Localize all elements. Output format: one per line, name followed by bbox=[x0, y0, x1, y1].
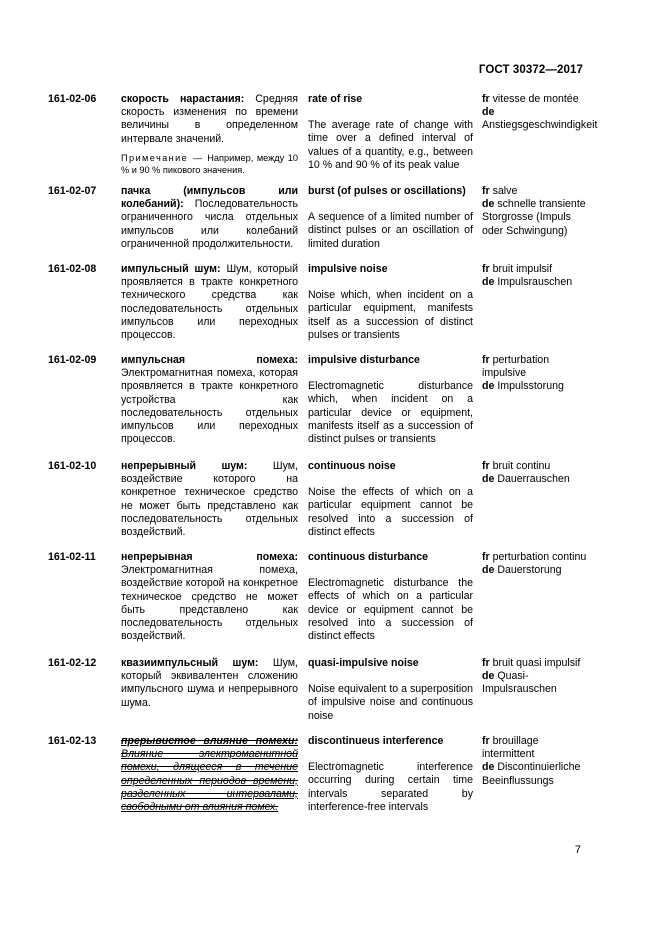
en-term: burst (of pulses or oscillations) bbox=[308, 185, 466, 197]
ru-text: Шум, который эквивалентен сложению импульсного шума и непрерывного шума. bbox=[121, 657, 298, 709]
de-term: Anstiegsgeschwindigkeit bbox=[482, 119, 598, 132]
ru-text: Электромагнитная помеха, которая проявляется в тракте конкретного устройства как последовательность отдельных импульсов или переходных процессов. bbox=[121, 367, 298, 446]
ru-term: непрерывный шум: bbox=[121, 460, 248, 472]
ru-term: квазиимпульсный шум: bbox=[121, 657, 259, 669]
term-number: 161-02-06 bbox=[48, 93, 97, 105]
ru-definition bbox=[121, 551, 298, 643]
de-term: Discontinuierliche Beeinflussungs bbox=[482, 761, 581, 787]
fr-term: bruit continu bbox=[492, 460, 551, 472]
de-label: de bbox=[482, 198, 495, 211]
ru-term: прерывистое влияние помехи: bbox=[121, 735, 298, 747]
term-number: 161-02-09 bbox=[48, 354, 97, 366]
en-text: The average rate of change with time over a defined interval of values of a quantity, e.g., between 10 % and 90 % of its peak value bbox=[308, 119, 473, 171]
en-text: Electromagnetic disturbance the effects of which on a particular device or equipment cannot be resolved into a succession of distinct effects bbox=[308, 577, 473, 643]
fr-label: fr bbox=[482, 185, 490, 197]
note-text: Например, между 10 % и 90 % пикового значения. bbox=[121, 152, 298, 175]
en-text: Noise equivalent to a superposition of impulsive noise and continuous noise bbox=[308, 683, 473, 722]
ru-text: Шум, который проявляется в тракте конкретного технического средства как последовательность отдельных импульсов или переходных процессов. bbox=[121, 263, 298, 342]
document-header: ГОСТ 30372—2017 bbox=[478, 64, 583, 76]
term-number: 161-02-08 bbox=[48, 263, 97, 275]
en-term: continuous disturbance bbox=[308, 551, 429, 563]
other-languages bbox=[482, 93, 598, 133]
ru-definition bbox=[121, 657, 298, 710]
fr-term: perturbation impulsive bbox=[482, 354, 550, 380]
fr-label: fr bbox=[482, 657, 490, 669]
de-label: de bbox=[482, 761, 495, 774]
en-text: Electromagnetic disturbance which, when incident on a particular device or equipment, manifests itself as a succession of distinct pulses or transients bbox=[308, 380, 473, 446]
term-number: 161-02-07 bbox=[48, 185, 97, 197]
ru-text: Средняя скорость изменения по времени величины в определенном интервале значений. bbox=[121, 93, 298, 145]
de-term: Impulsstorung bbox=[497, 380, 564, 393]
fr-term: salve bbox=[492, 185, 518, 197]
fr-label: fr bbox=[482, 735, 490, 747]
fr-label: fr bbox=[482, 551, 490, 563]
de-term: schnelle transiente Storgrosse (Impuls oder Schwingung) bbox=[482, 198, 586, 237]
de-label: de bbox=[482, 564, 495, 577]
ru-text: Электромагнитная помеха, воздействие которой на конкретное техническое средство не может быть представлено как последовательность отдельных воздействий. bbox=[121, 564, 298, 643]
ru-text: Влияние электромагнитной помехи, длящееся в течение определенных периодов времени, разделенных интервалами, свободными от влияния помех. bbox=[121, 748, 298, 814]
en-definition bbox=[308, 354, 473, 446]
en-text: Noise which, when incident on a particular equipment, manifests itself as a succession of distinct pulses or transients bbox=[308, 289, 473, 341]
en-text: Electromagnetic interference occurring during certain time intervals separated by interference-free intervals bbox=[308, 761, 473, 813]
ru-definition bbox=[121, 263, 298, 342]
de-term: Dauerstorung bbox=[497, 564, 562, 577]
term-number: 161-02-10 bbox=[48, 460, 97, 472]
term-number: 161-02-11 bbox=[48, 551, 96, 563]
en-definition bbox=[308, 460, 473, 539]
ru-term: скорость нарастания: bbox=[121, 93, 245, 105]
en-term: impulsive disturbance bbox=[308, 354, 420, 366]
fr-label: fr bbox=[482, 354, 490, 366]
other-languages bbox=[482, 460, 592, 486]
de-label: de bbox=[482, 473, 495, 486]
en-term: impulsive noise bbox=[308, 263, 388, 275]
de-term: Quasi-Impulsrauschen bbox=[482, 670, 557, 696]
de-label: de bbox=[482, 106, 495, 119]
en-text: A sequence of a limited number of distinct pulses or an oscillation of limited duration bbox=[308, 211, 473, 250]
de-label: de bbox=[482, 670, 495, 683]
en-definition bbox=[308, 93, 473, 172]
de-term: Impulsrauschen bbox=[497, 276, 573, 289]
fr-term: perturbation continu bbox=[492, 551, 587, 563]
fr-term: vitesse de montée bbox=[492, 93, 579, 105]
ru-definition bbox=[121, 185, 298, 251]
ru-term: пачка (импульсов или колебаний): bbox=[121, 185, 298, 211]
other-languages bbox=[482, 551, 592, 577]
ru-definition bbox=[121, 93, 298, 176]
ru-text: Шум, воздействие которого на конкретное техническое средство не может быть представлено как последовательность отдельных воздействий. bbox=[121, 460, 298, 539]
de-term: Dauerrauschen bbox=[497, 473, 570, 486]
en-term: quasi-impulsive noise bbox=[308, 657, 419, 669]
ru-text: Последовательность ограниченного числа отдельных импульсов или колебаний ограниченной продолжительности. bbox=[121, 198, 298, 250]
ru-note bbox=[121, 152, 298, 176]
en-term: continuous noise bbox=[308, 460, 396, 472]
other-languages bbox=[482, 263, 592, 289]
en-definition bbox=[308, 657, 473, 723]
ru-definition bbox=[121, 354, 298, 446]
en-definition bbox=[308, 263, 473, 342]
en-definition bbox=[308, 735, 473, 814]
en-definition bbox=[308, 185, 473, 251]
ru-definition-deprecated bbox=[121, 735, 298, 814]
en-text: Noise the effects of which on a particular equipment cannot be resolved into a succession of distinct effects bbox=[308, 486, 473, 538]
other-languages bbox=[482, 657, 592, 697]
fr-term: brouillage intermittent bbox=[482, 735, 539, 761]
fr-label: fr bbox=[482, 460, 490, 472]
fr-label: fr bbox=[482, 93, 490, 105]
term-number: 161-02-12 bbox=[48, 657, 97, 669]
ru-term: импульсная помеха: bbox=[121, 354, 298, 366]
page-number: 7 bbox=[574, 844, 581, 856]
note-label: Примечание — bbox=[121, 152, 204, 163]
fr-term: bruit quasi impulsif bbox=[492, 657, 581, 669]
fr-label: fr bbox=[482, 263, 490, 275]
other-languages bbox=[482, 354, 592, 394]
fr-term: bruit impulsif bbox=[492, 263, 553, 275]
en-definition bbox=[308, 551, 473, 643]
other-languages bbox=[482, 185, 592, 238]
en-term: discontinueus interference bbox=[308, 735, 444, 747]
de-label: de bbox=[482, 276, 495, 289]
en-term: rate of rise bbox=[308, 93, 363, 105]
ru-term: непрерывная помеха: bbox=[121, 551, 298, 563]
de-label: de bbox=[482, 380, 495, 393]
other-languages bbox=[482, 735, 592, 788]
ru-term: импульсный шум: bbox=[121, 263, 221, 275]
term-number: 161-02-13 bbox=[48, 735, 97, 747]
ru-definition bbox=[121, 460, 298, 539]
